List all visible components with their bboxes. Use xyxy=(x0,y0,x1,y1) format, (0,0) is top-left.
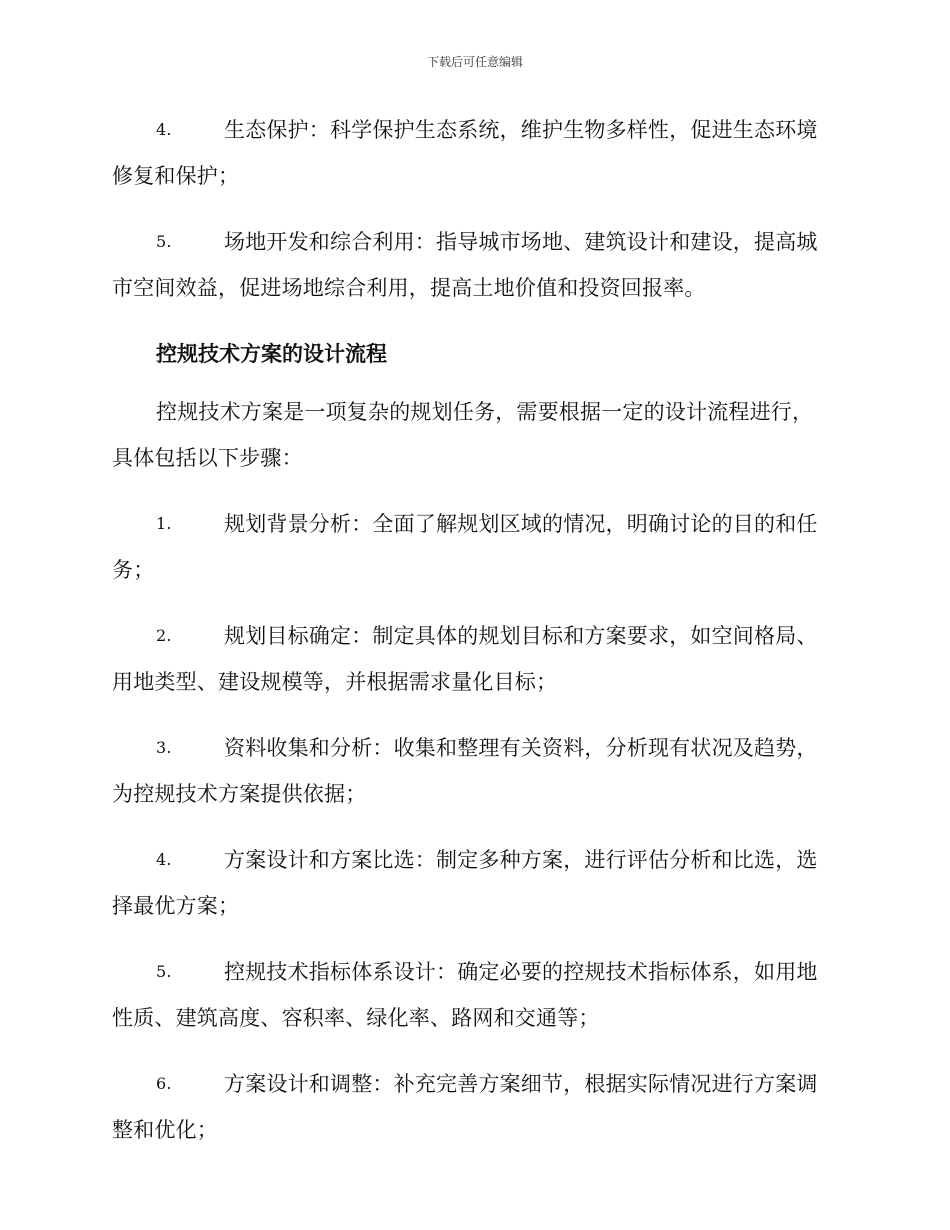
list-item-text-continued: 修复和保护； xyxy=(112,164,240,188)
list-item-number: 4. xyxy=(156,120,172,139)
intro-line: 控规技术方案是一项复杂的规划任务，需要根据一定的设计流程进行， xyxy=(156,400,814,424)
list-item-number: 2. xyxy=(156,626,172,645)
list-item-text: 场地开发和综合利用：指导城市场地、建筑设计和建设，提高城 xyxy=(224,230,818,254)
list-item-text: 方案设计和调整：补充完善方案细节，根据实际情况进行方案调 xyxy=(224,1072,818,1096)
list-item-number: 4. xyxy=(156,850,172,869)
list-item-text: 控规技术指标体系设计：确定必要的控规技术指标体系，如用地 xyxy=(224,960,818,984)
list-item-text: 规划目标确定：制定具体的规划目标和方案要求，如空间格局、 xyxy=(224,624,818,648)
intro-paragraph xyxy=(112,389,834,481)
list-item-number: 5. xyxy=(156,962,172,981)
document-body xyxy=(112,107,834,1173)
list-item-text: 生态保护：科学保护生态系统，维护生物多样性，促进生态环境 xyxy=(224,118,818,142)
list-item xyxy=(112,219,834,311)
list-item-text-continued: 整和优化； xyxy=(112,1118,218,1142)
section-heading: 控规技术方案的设计流程 xyxy=(156,342,387,366)
list-item-text-continued: 用地类型、建设规模等，并根据需求量化目标； xyxy=(112,670,558,694)
list-item xyxy=(112,1061,834,1153)
list-item-text: 资料收集和分析：收集和整理有关资料，分析现有状况及趋势， xyxy=(224,736,818,760)
list-item xyxy=(112,949,834,1041)
list-item-text: 规划背景分析：全面了解规划区域的情况，明确讨论的目的和任 xyxy=(224,512,818,536)
list-item-text-continued: 性质、建筑高度、容积率、绿化率、路网和交通等； xyxy=(112,1006,600,1030)
list-item-text: 方案设计和方案比选：制定多种方案，进行评估分析和比选，选 xyxy=(224,848,818,872)
list-item xyxy=(112,107,834,199)
list-item xyxy=(112,837,834,929)
header-note: 下载后可任意编辑 xyxy=(426,55,523,69)
list-item-text-continued: 为控规技术方案提供依据； xyxy=(112,782,367,806)
list-item-text-continued: 务； xyxy=(112,558,155,582)
list-item-number: 6. xyxy=(156,1074,172,1093)
list-item-number: 3. xyxy=(156,738,172,757)
list-item xyxy=(112,725,834,817)
intro-line-continued: 具体包括以下步骤： xyxy=(112,446,303,470)
list-item-number: 5. xyxy=(156,232,172,251)
list-item-number: 1. xyxy=(156,514,172,533)
list-item xyxy=(112,613,834,705)
list-item-text-continued: 市空间效益，促进场地综合利用，提高土地价值和投资回报率。 xyxy=(112,276,706,300)
list-item-text-continued: 择最优方案； xyxy=(112,894,240,918)
list-item xyxy=(112,501,834,593)
